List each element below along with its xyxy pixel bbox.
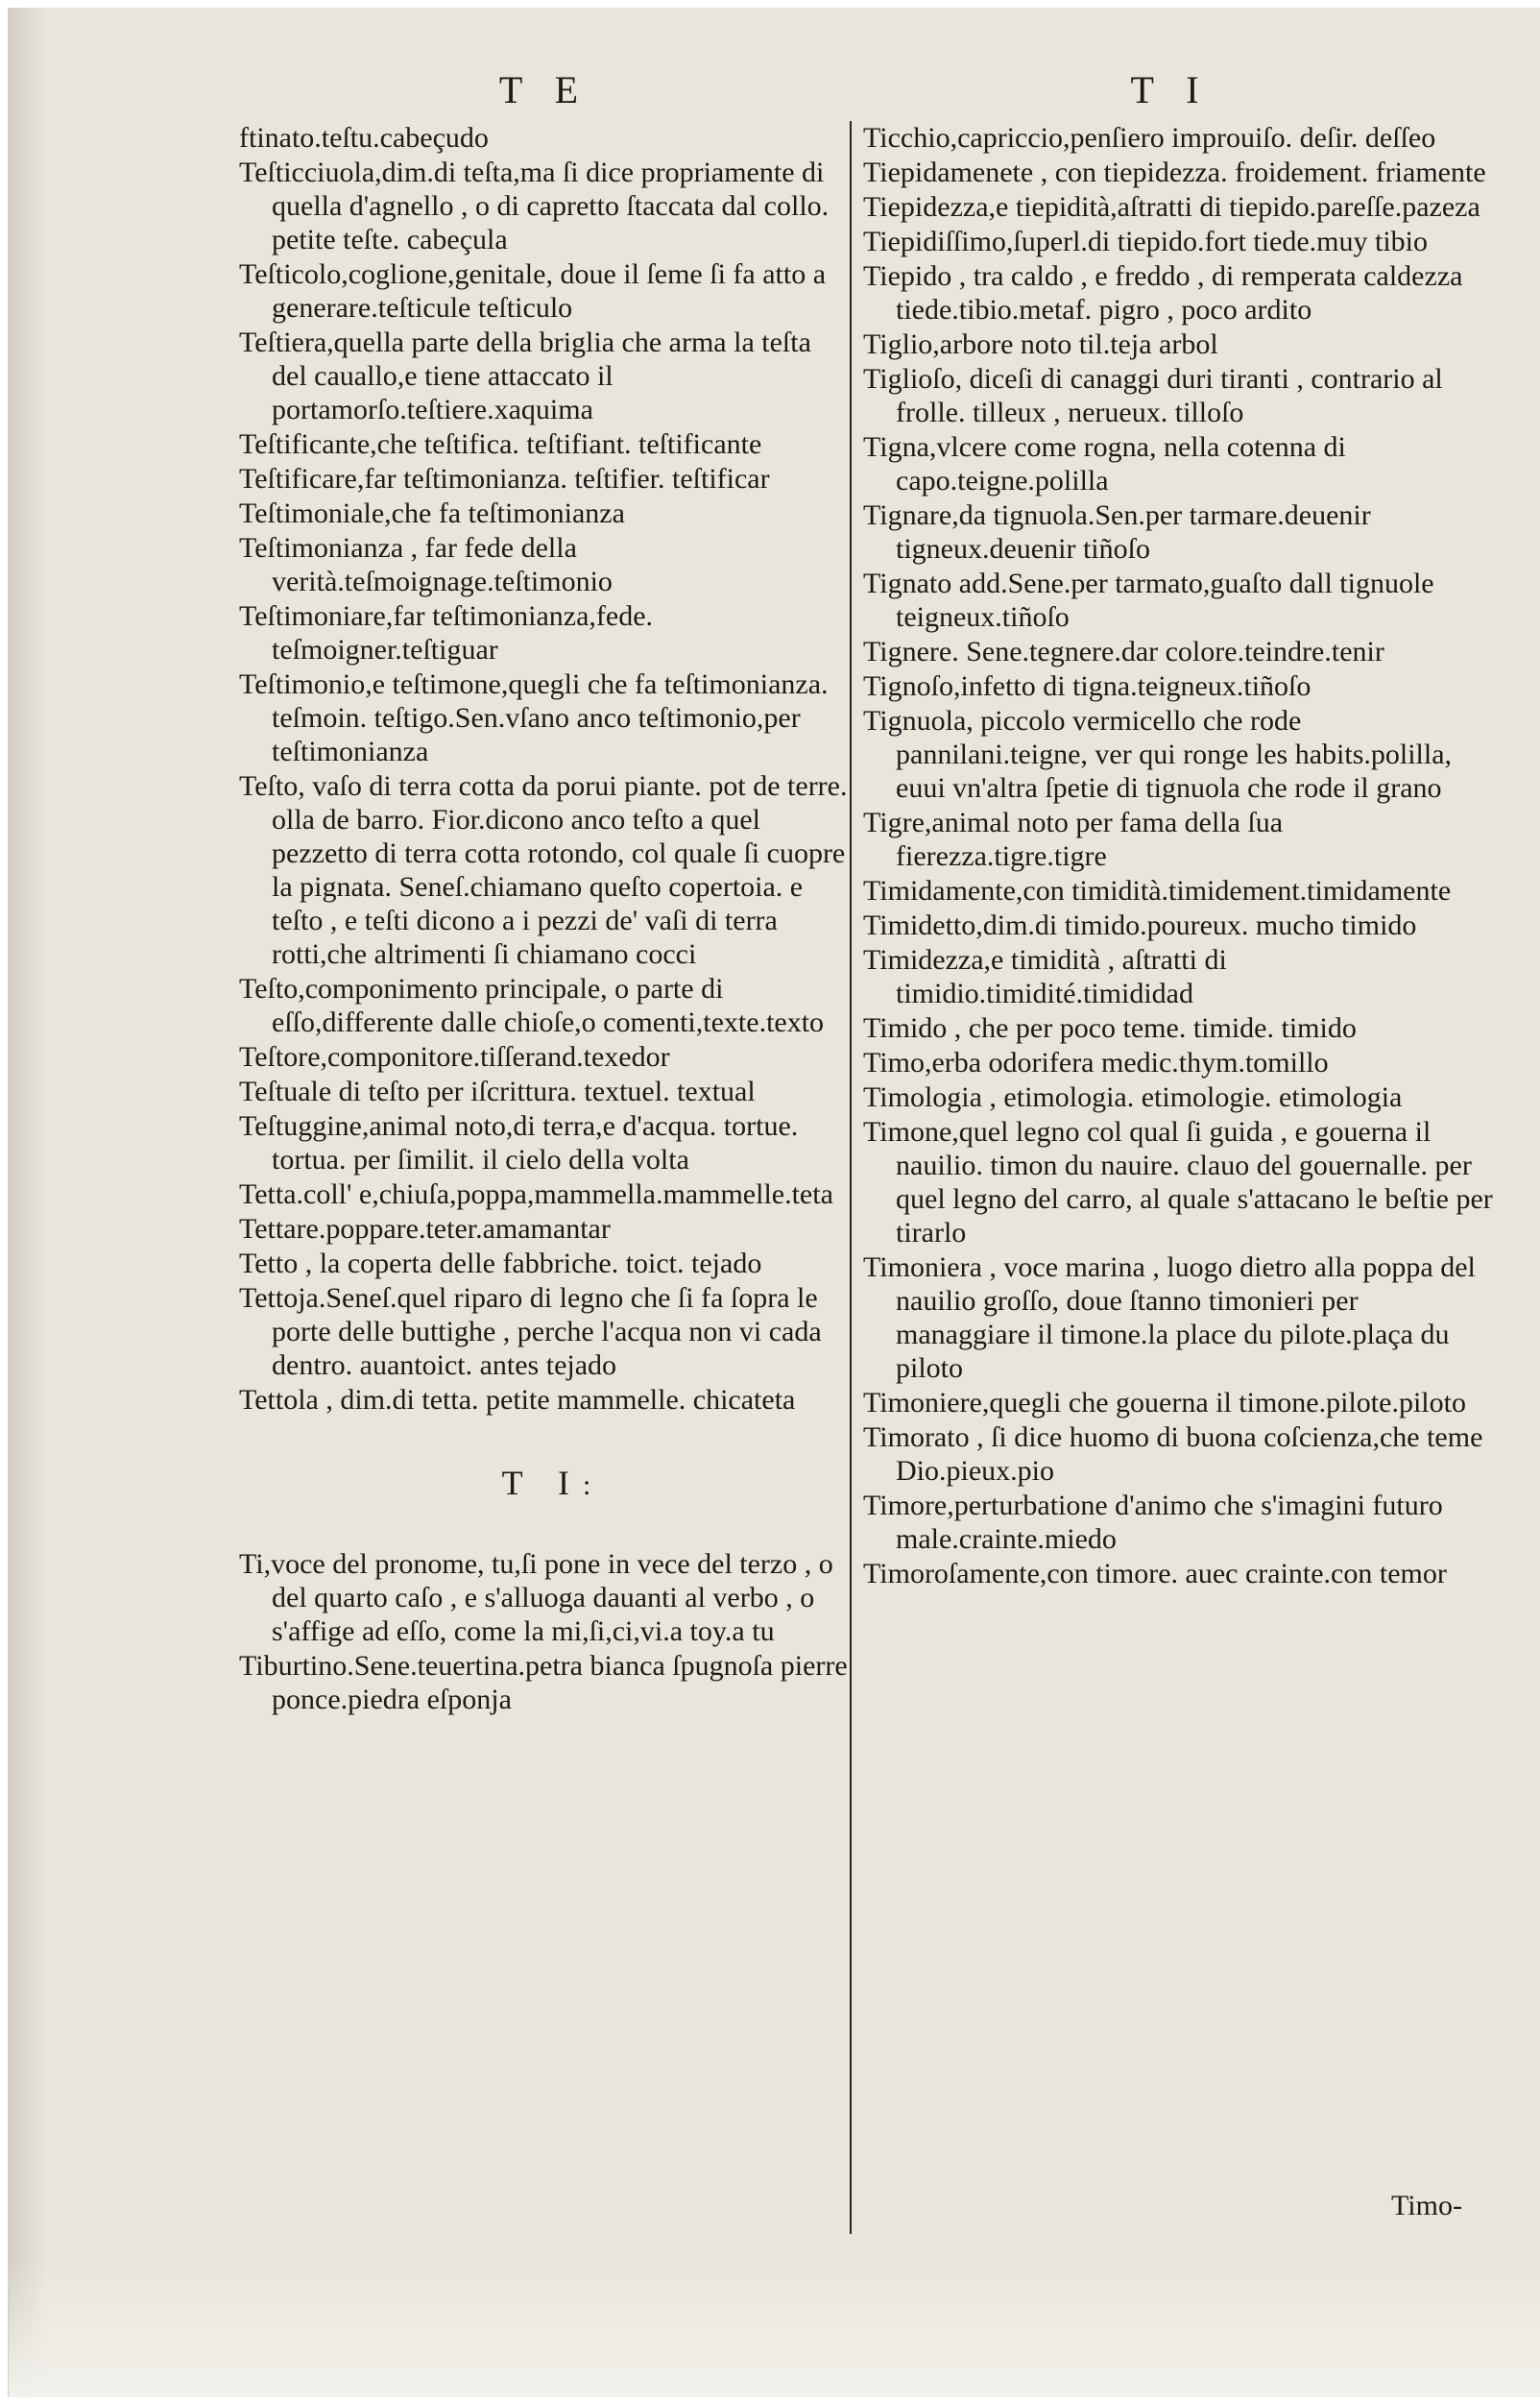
dictionary-entry: Tiepido , tra caldo , e freddo , di remperata caldezza tiede.tibio.metaf. pigro , poco ardito	[863, 260, 1463, 326]
dictionary-entry: Tiepidiſſimo,ſuperl.di tiepido.fort tiede.muy tibio	[863, 226, 1429, 257]
dictionary-entry: Timidetto,dim.di timido.poureux. mucho timido	[863, 909, 1417, 941]
dictionary-entry: Teſtimoniale,che fa teſtimonianza	[239, 497, 625, 529]
dictionary-entry: Teſtore,componitore.tiſſerand.texedor	[239, 1041, 670, 1073]
dictionary-entry: Timido , che per poco teme. timide. timido	[863, 1012, 1357, 1044]
right-column	[863, 121, 1499, 1591]
gutter-shadow	[9, 8, 47, 2397]
dictionary-entry: Timo,erba odorifera medic.thym.tomillo	[863, 1047, 1329, 1079]
dictionary-entry: Tignere. Sene.tegnere.dar colore.teindre.tenir	[863, 636, 1384, 667]
dictionary-entry: Teſtiera,quella parte della briglia che arma la teſta del cauallo,e tiene attaccato il portamorſo.teſtiere.xaquima	[239, 327, 811, 425]
running-head-left: T E	[498, 68, 590, 111]
dictionary-entry: Timoroſamente,con timore. auec crainte.con temor	[863, 1558, 1447, 1589]
dictionary-entry: Teſtuggine,animal noto,di terra,e d'acqua. tortue. tortua. per ſimilit. il cielo della volta	[239, 1110, 799, 1176]
page-bottom-fade	[9, 2253, 1540, 2397]
dictionary-entry: Tetta.coll' e,chiuſa,poppa,mammella.mammelle.teta	[239, 1178, 833, 1210]
dictionary-entry: Timoniera , voce marina , luogo dietro alla poppa del nauilio groſſo, doue ſtanno timonieri per managgiare il timone.la place du pilote.plaça du piloto	[863, 1251, 1476, 1384]
dictionary-entry: Tiglioſo, diceſi di canaggi duri tiranti , contrario al frolle. tilleux , nerueux. tilloſo	[863, 363, 1443, 428]
dictionary-entry: Timore,perturbatione d'animo che s'imagini futuro male.crainte.miedo	[863, 1490, 1443, 1555]
dictionary-entry: Tignuola, piccolo vermicello che rode pannilani.teigne, ver qui ronge les habits.polilla, euui vn'altra ſpetie di tignuola che rode il grano	[863, 705, 1453, 804]
dictionary-entry: Tetto , la coperta delle fabbriche. toict. tejado	[239, 1248, 762, 1279]
dictionary-entry: Tiburtino.Sene.teuertina.petra bianca ſpugnoſa pierre ponce.piedra eſponja	[239, 1650, 848, 1715]
dictionary-entry: Tiepidamenete , con tiepidezza. froidement. friamente	[863, 157, 1486, 188]
dictionary-entry: Teſtimoniare,far teſtimonianza,fede. teſmoigner.teſtiguar	[239, 600, 654, 666]
dictionary-entry: Tigre,animal noto per fama della ſua fierezza.tigre.tigre	[863, 807, 1284, 872]
dictionary-entry: Teſticolo,coglione,genitale, doue il ſeme ſi fa atto a generare.teſticule teſticulo	[239, 258, 827, 324]
dictionary-entry: Tettare.poppare.teter.amamantar	[239, 1213, 611, 1245]
dictionary-entry: Teſto,componimento principale, o parte di eſſo,differente dalle chioſe,o comenti,texte.texto	[239, 973, 825, 1038]
dictionary-entry: Timorato , ſi dice huomo di buona coſcienza,che teme Dio.pieux.pio	[863, 1421, 1483, 1487]
dictionary-entry: Teſtificare,far teſtimonianza. teſtifier. teſtificar	[239, 463, 770, 495]
dictionary-entry: Ti,voce del pronome, tu,ſi pone in vece del terzo , o del quarto caſo , e s'alluoga dauanti al verbo , o s'affige ad eſſo, come la mi,ſi,ci,vi.a toy.a tu	[239, 1548, 833, 1647]
dictionary-entry: Timidezza,e timidità , aſtratti di timidio.timidité.timididad	[863, 944, 1227, 1009]
column-divider	[850, 121, 852, 2234]
catchword: Timo-	[1391, 2190, 1462, 2221]
section-heading-mark: :	[582, 1469, 591, 1501]
dictionary-entry: Tiglio,arbore noto til.teja arbol	[863, 328, 1218, 360]
dictionary-entry: Tiepidezza,e tiepidità,aſtratti di tiepido.pareſſe.pazeza	[863, 191, 1480, 223]
dictionary-entry: Timologia , etimologia. etimologie. etimologia	[863, 1081, 1403, 1113]
section-heading-letters: T I	[501, 1464, 583, 1502]
dictionary-entry: Timone,quel legno col qual ſi guida , e gouerna il nauilio. timon du nauire. clauo del gouernalle. per quel legno del carro, al quale s'attacano le beſtie per tirarlo	[863, 1116, 1493, 1249]
dictionary-entry: Tignoſo,infetto di tigna.teigneux.tiñoſo	[863, 670, 1311, 702]
dictionary-entry: Teſtificante,che teſtifica. teſtifiant. teſtificante	[239, 428, 762, 460]
book-page	[8, 8, 1540, 2397]
section-heading	[239, 1463, 854, 1503]
dictionary-entry: Timidamente,con timidità.timidement.timidamente	[863, 875, 1452, 907]
dictionary-entry: Teſtimonio,e teſtimone,quegli che fa teſtimonianza. teſmoin. teſtigo.Sen.vſano anco teſtimonio,per teſtimonianza	[239, 668, 829, 767]
dictionary-entry: Timoniere,quegli che gouerna il timone.pilote.piloto	[863, 1387, 1466, 1419]
dictionary-entry: Teſtuale di teſto per iſcrittura. textuel. textual	[239, 1076, 756, 1107]
dictionary-entry: Tignare,da tignuola.Sen.per tarmare.deuenir tigneux.deuenir tiñoſo	[863, 499, 1371, 565]
dictionary-entry: Teſto, vaſo di terra cotta da porui piante. pot de terre. olla de barro. Fior.dicono anco teſto a quel pezzetto di terra cotta rotondo, col quale ſi cuopre la pignata. Seneſ.chiamano queſto copertoia. e teſto , e teſti dicono a i pezzi de' vaſi di terra rotti,che altrimenti ſi chiamano cocci	[239, 770, 848, 970]
dictionary-entry: Tignato add.Sene.per tarmato,guaſto dall tignuole teigneux.tiñoſo	[863, 568, 1434, 633]
dictionary-entry: Tigna,vlcere come rogna, nella cotenna di capo.teigne.polilla	[863, 431, 1346, 497]
dictionary-entry: ftinato.teſtu.cabeçudo	[239, 122, 489, 154]
dictionary-entry: Tettoja.Seneſ.quel riparo di legno che ſi fa ſopra le porte delle buttighe , perche l'acqua non vi cada dentro. auantoict. antes tejado	[239, 1282, 822, 1381]
left-column	[239, 121, 854, 1717]
running-head-right: T I	[1130, 68, 1211, 111]
dictionary-entry: Teſtimonianza , far fede della verità.teſmoignage.teſtimonio	[239, 532, 613, 597]
dictionary-entry: Teſticciuola,dim.di teſta,ma ſi dice propriamente di quella d'agnello , o di capretto ſtaccata dal collo. petite teſte. cabeçula	[239, 157, 830, 255]
dictionary-entry: Tettola , dim.di tetta. petite mammelle. chicateta	[239, 1384, 796, 1416]
dictionary-entry: Ticchio,capriccio,penſiero improuiſo. deſir. deſſeo	[863, 122, 1436, 154]
